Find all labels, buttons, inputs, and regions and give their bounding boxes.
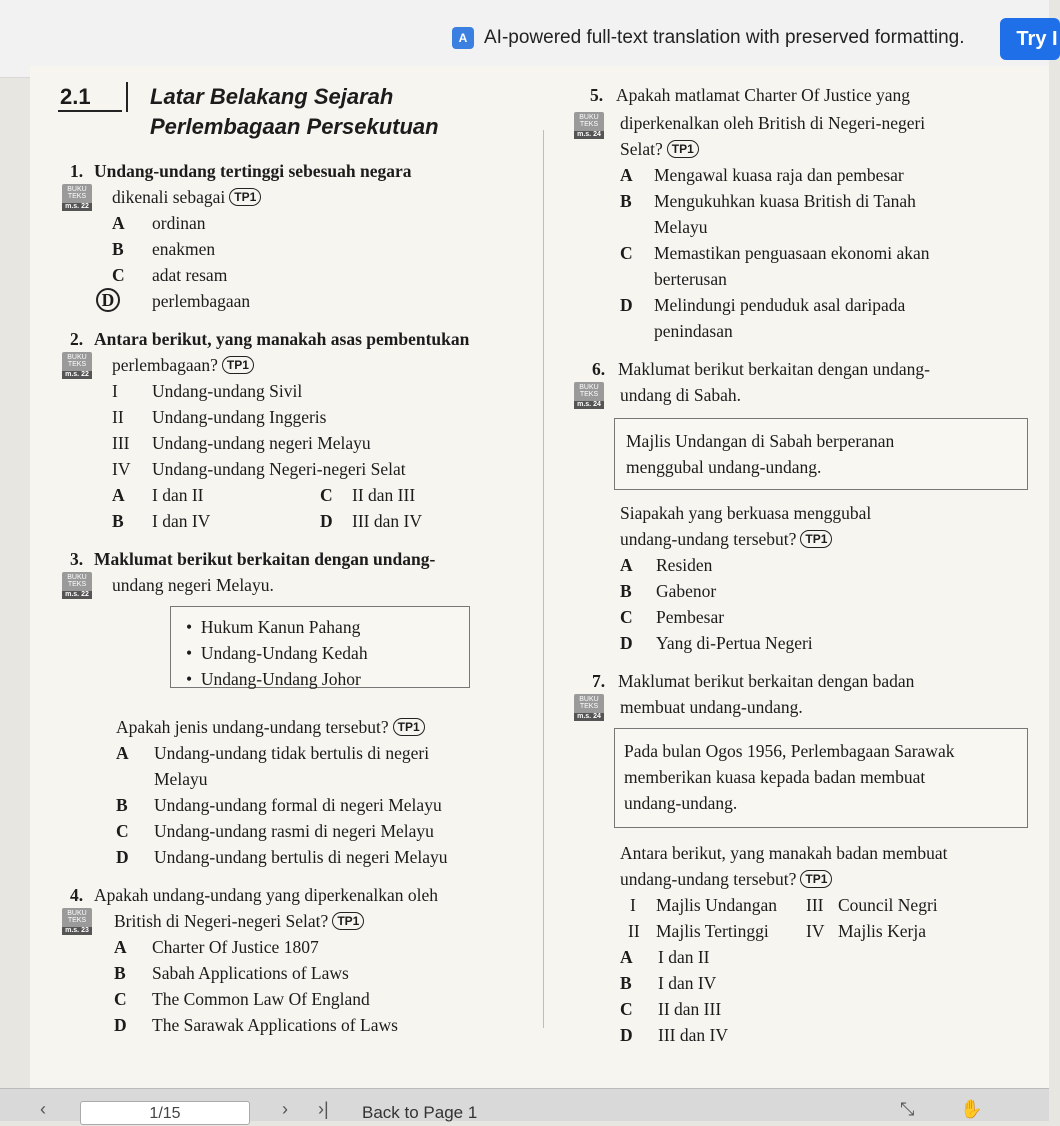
buku-teks-icon: BUKU TEKS m.s. 24	[574, 694, 604, 716]
buku-teks-icon: BUKU TEKS m.s. 24	[574, 112, 604, 134]
q3-text-1: Maklumat berikut berkaitan dengan undang-	[94, 549, 436, 569]
expand-icon[interactable]: ⤡	[900, 1099, 915, 1119]
banner-text: AI-powered full-text translation with preserved formatting.	[484, 27, 965, 48]
section-title-2: Perlembagaan Persekutuan	[150, 114, 439, 139]
q6-opt-d-letter: D	[620, 633, 633, 653]
q7-opt-d: III dan IV	[658, 1025, 728, 1045]
q2-item-4: Undang-undang Negeri-negeri Selat	[152, 459, 406, 479]
q6-text-2: undang di Sabah.	[620, 385, 742, 405]
buku-teks-icon: BUKU TEKS m.s. 22	[62, 352, 92, 374]
q5-number: 5.	[590, 85, 604, 105]
q7-opt-c: II dan III	[658, 999, 722, 1019]
q6-box-line-2: menggubal undang-undang.	[626, 457, 822, 477]
q5-opt-b-cont: Melayu	[654, 217, 708, 237]
tp-badge: TP1	[800, 530, 832, 548]
q7-opt-a-letter: A	[620, 947, 633, 967]
q4-opt-c-letter: C	[114, 989, 127, 1009]
q2-text-1: Antara berikut, yang manakah asas pembentukan	[94, 329, 470, 349]
q7-opt-b: I dan IV	[658, 973, 717, 993]
q5-opt-c: Memastikan penguasaan ekonomi akan	[654, 243, 930, 263]
q3-opt-a-letter: A	[116, 743, 129, 763]
q3-bullet-3: • Undang-Undang Johor	[186, 669, 361, 689]
q1-opt-d: perlembagaan	[152, 291, 251, 311]
q6-opt-c-letter: C	[620, 607, 633, 627]
q2-opt-b-letter: B	[112, 511, 124, 531]
q7-text-1: Maklumat berikut berkaitan dengan badan	[618, 671, 915, 691]
section-underline	[58, 110, 122, 112]
hand-icon[interactable]: ✋	[960, 1099, 983, 1119]
q2-item-3: Undang-undang negeri Melayu	[152, 433, 371, 453]
q7-opt-c-letter: C	[620, 999, 633, 1019]
q4-opt-a: Charter Of Justice 1807	[152, 937, 319, 957]
q5-opt-a-letter: A	[620, 165, 633, 185]
q4-text-2: British di Negeri-negeri Selat? TP1	[114, 910, 364, 932]
q7-item-1-num: I	[630, 895, 636, 915]
q5-opt-d-cont: penindasan	[654, 321, 733, 341]
q7-box-line-1: Pada bulan Ogos 1956, Perlembagaan Sarawak	[624, 741, 955, 761]
q1-number: 1.	[70, 161, 84, 181]
q4-number: 4.	[70, 885, 84, 905]
q5-opt-b-letter: B	[620, 191, 632, 211]
q5-text-2: diperkenalkan oleh British di Negeri-negeri	[620, 113, 926, 133]
try-button[interactable]: Try I	[1000, 18, 1060, 60]
q6-question-1: Siapakah yang berkuasa menggubal	[620, 503, 872, 523]
q7-item-4-num: IV	[806, 921, 825, 941]
q6-opt-b: Gabenor	[656, 581, 717, 601]
q2-item-2-num: II	[112, 407, 124, 427]
q1-opt-c-letter: C	[112, 265, 125, 285]
last-page-icon[interactable]: ›|	[318, 1099, 329, 1119]
q3-bullet-1: • Hukum Kanun Pahang	[186, 617, 361, 637]
q7-opt-b-letter: B	[620, 973, 632, 993]
q6-box-line-1: Majlis Undangan di Sabah berperanan	[626, 431, 895, 451]
q3-opt-b: Undang-undang formal di negeri Melayu	[154, 795, 442, 815]
tp-badge: TP1	[222, 356, 254, 374]
q4-opt-b-letter: B	[114, 963, 126, 983]
q1-text-2: dikenali sebagai TP1	[112, 186, 261, 208]
q3-opt-d-letter: D	[116, 847, 129, 867]
q2-item-1: Undang-undang Sivil	[152, 381, 303, 401]
q7-opt-a: I dan II	[658, 947, 710, 967]
tp-badge: TP1	[667, 140, 699, 158]
q3-number: 3.	[70, 549, 84, 569]
section-title-1: Latar Belakang Sejarah	[150, 84, 394, 109]
q5-text-1: Apakah matlamat Charter Of Justice yang	[616, 85, 910, 105]
q3-opt-c-letter: C	[116, 821, 129, 841]
section-number: 2.1	[60, 84, 91, 109]
q2-item-3-num: III	[112, 433, 130, 453]
q1-opt-b-letter: B	[112, 239, 124, 259]
q7-text-2: membuat undang-undang.	[620, 697, 803, 717]
q2-item-4-num: IV	[112, 459, 131, 479]
q2-opt-d-letter: D	[320, 511, 333, 531]
q7-opt-d-letter: D	[620, 1025, 633, 1045]
q7-item-2-num: II	[628, 921, 640, 941]
q7-item-1: Majlis Undangan	[656, 895, 778, 915]
q1-opt-a-letter: A	[112, 213, 125, 233]
q5-opt-b: Mengukuhkan kuasa British di Tanah	[654, 191, 916, 211]
column-divider	[543, 130, 544, 1028]
q3-opt-d: Undang-undang bertulis di negeri Melayu	[154, 847, 448, 867]
q1-opt-c: adat resam	[152, 265, 228, 285]
q5-opt-d-letter: D	[620, 295, 633, 315]
q6-number: 6.	[592, 359, 606, 379]
tp-badge: TP1	[332, 912, 364, 930]
q2-opt-a-letter: A	[112, 485, 125, 505]
q4-opt-a-letter: A	[114, 937, 127, 957]
q1-opt-d-letter	[96, 288, 120, 312]
q3-question: Apakah jenis undang-undang tersebut? TP1	[116, 716, 425, 738]
q7-question-1: Antara berikut, yang manakah badan membuat	[620, 843, 948, 863]
q7-item-4: Majlis Kerja	[838, 921, 926, 941]
q3-opt-b-letter: B	[116, 795, 128, 815]
q6-text-1: Maklumat berikut berkaitan dengan undang-	[618, 359, 930, 379]
tp-badge: TP1	[393, 718, 425, 736]
answer-circle: D	[96, 288, 120, 312]
q3-opt-a: Undang-undang tidak bertulis di negeri	[154, 743, 430, 763]
q4-opt-d: The Sarawak Applications of Laws	[152, 1015, 398, 1035]
buku-teks-icon: BUKU TEKS m.s. 22	[62, 572, 92, 594]
buku-teks-icon: BUKU TEKS m.s. 22	[62, 184, 92, 206]
page-number-field[interactable]: 1/15	[80, 1101, 250, 1125]
tp-badge: TP1	[229, 188, 261, 206]
q2-item-1-num: I	[112, 381, 118, 401]
next-page-icon[interactable]: ›	[282, 1099, 288, 1119]
q5-opt-a: Mengawal kuasa raja dan pembesar	[654, 165, 904, 185]
q2-item-2: Undang-undang Inggeris	[152, 407, 327, 427]
q3-text-2: undang negeri Melayu.	[112, 575, 274, 595]
q7-number: 7.	[592, 671, 606, 691]
q2-opt-c-letter: C	[320, 485, 333, 505]
q6-opt-a-letter: A	[620, 555, 633, 575]
q6-info-box	[614, 418, 1028, 490]
buku-teks-icon: BUKU TEKS m.s. 23	[62, 908, 92, 930]
q5-text-3: Selat? TP1	[620, 138, 699, 160]
q7-item-3: Council Negri	[838, 895, 938, 915]
q7-box-line-3: undang-undang.	[624, 793, 738, 813]
q6-question-2: undang-undang tersebut? TP1	[620, 528, 832, 550]
q2-opt-c: II dan III	[352, 485, 416, 505]
q6-opt-a: Residen	[656, 555, 713, 575]
q2-text-2: perlembagaan? TP1	[112, 354, 254, 376]
q4-text-1: Apakah undang-undang yang diperkenalkan oleh	[94, 885, 439, 905]
q3-bullet-2: • Undang-Undang Kedah	[186, 643, 368, 663]
q6-opt-d: Yang di-Pertua Negeri	[656, 633, 813, 653]
q7-box-line-2: memberikan kuasa kepada badan membuat	[624, 767, 926, 787]
q2-opt-a: I dan II	[152, 485, 204, 505]
back-to-page-link[interactable]: Back to Page 1	[362, 1103, 478, 1122]
q7-item-2: Majlis Tertinggi	[656, 921, 769, 941]
q6-opt-b-letter: B	[620, 581, 632, 601]
ai-translate-icon: A	[452, 27, 474, 49]
buku-teks-icon: BUKU TEKS m.s. 24	[574, 382, 604, 404]
q7-question-2: undang-undang tersebut? TP1	[620, 868, 832, 890]
q4-opt-d-letter: D	[114, 1015, 127, 1035]
q1-text-1: Undang-undang tertinggi sebesuah negara	[94, 161, 412, 181]
section-vbar	[126, 82, 128, 112]
q5-opt-c-cont: berterusan	[654, 269, 727, 289]
q7-item-3-num: III	[806, 895, 824, 915]
q4-opt-b: Sabah Applications of Laws	[152, 963, 349, 983]
q2-opt-d: III dan IV	[352, 511, 422, 531]
q4-opt-c: The Common Law Of England	[152, 989, 370, 1009]
q1-opt-a: ordinan	[152, 213, 206, 233]
q5-opt-c-letter: C	[620, 243, 633, 263]
q5-opt-d: Melindungi penduduk asal daripada	[654, 295, 906, 315]
document-page	[30, 66, 1049, 1088]
q1-opt-b: enakmen	[152, 239, 216, 259]
q2-number: 2.	[70, 329, 84, 349]
q3-opt-c: Undang-undang rasmi di negeri Melayu	[154, 821, 434, 841]
q3-opt-a-cont: Melayu	[154, 769, 208, 789]
q2-opt-b: I dan IV	[152, 511, 211, 531]
prev-page-icon[interactable]: ‹	[40, 1099, 46, 1119]
q6-opt-c: Pembesar	[656, 607, 725, 627]
tp-badge: TP1	[800, 870, 832, 888]
pdf-nav-bar	[0, 1088, 1049, 1121]
